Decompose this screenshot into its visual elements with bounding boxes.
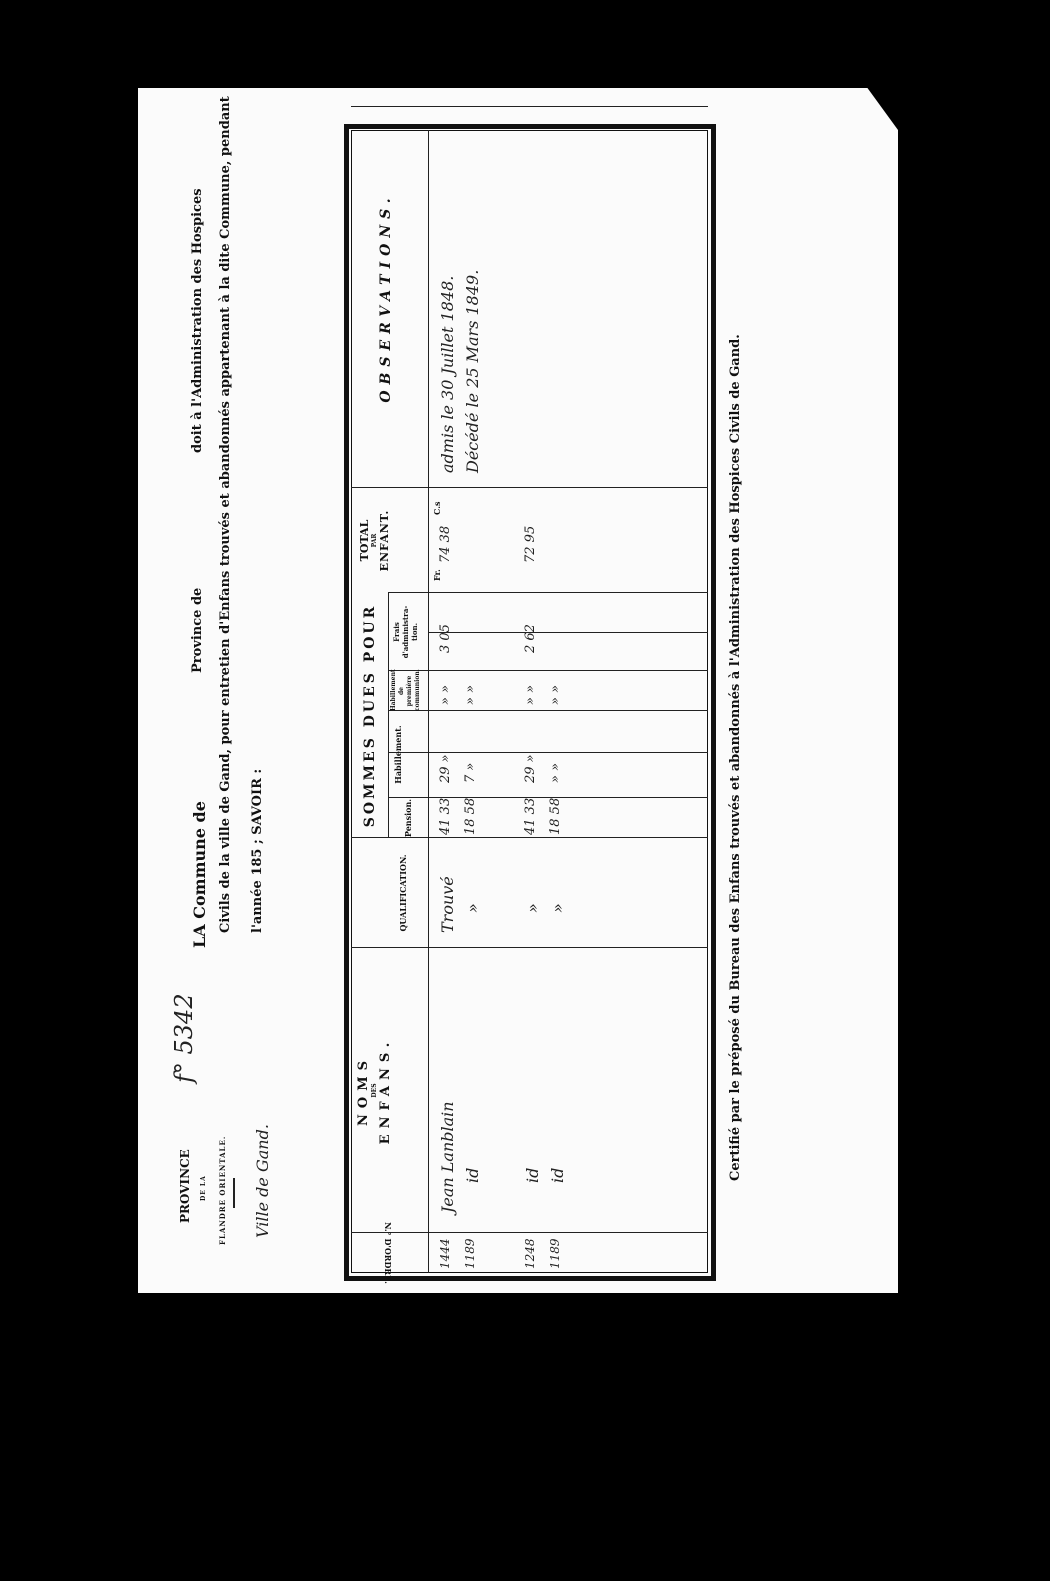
row1-observation: admis le 30 Juillet 1848. — [438, 275, 457, 473]
row3-frais: 2 62 — [523, 624, 538, 653]
row4-nom: id — [548, 1167, 567, 1183]
col-header-observations: OBSERVATIONS. — [378, 192, 394, 403]
row3-pension: 41 33 — [523, 797, 538, 835]
ville-label: Ville de Gand. — [253, 1124, 272, 1238]
col-header-qualification: QUALIFICATION. — [398, 854, 408, 932]
row1-frais: 3 05 — [438, 624, 453, 653]
row2-habillement: 7 » — [463, 762, 478, 783]
row1-communion: » » — [438, 684, 453, 705]
row2-nom: id — [463, 1167, 482, 1183]
col-header-fr: Fr. — [432, 569, 442, 581]
rotated-form — [138, 88, 898, 1293]
row4-habillement: » » — [548, 762, 563, 783]
row4-communion: » » — [548, 684, 563, 705]
row4-qualification: » — [548, 903, 567, 913]
row3-nom: id — [523, 1167, 542, 1183]
intro-province: Province de — [190, 587, 205, 673]
row2-communion: » » — [463, 684, 478, 705]
col-header-sommes: SOMMES DUES POUR — [362, 603, 378, 828]
document-page — [138, 88, 898, 1293]
intro-line2: Civils de la ville de Gand, pour entretien d'Enfans trouvés et abandonnés appartenant à la dite Commune, pendant — [218, 96, 233, 933]
col-header-noms: NOMS DES ENFANS. — [356, 1036, 393, 1145]
col-header-pension: Pension. — [403, 798, 413, 838]
row2-observation: Décédé le 25 Mars 1849. — [463, 269, 482, 473]
torn-corner — [866, 86, 898, 130]
row1-habillement: 29 » — [438, 754, 453, 783]
folio-number: f° 5342 — [170, 993, 198, 1083]
col-header-ordre: N.° D'ORDRE. — [383, 1222, 393, 1284]
row3-qualification: » — [523, 903, 542, 913]
intro-commune: LA Commune de — [190, 801, 209, 948]
row2-qualification: » — [463, 903, 482, 913]
row3-total: 72 95 — [523, 525, 538, 563]
province-label: PROVINCE — [178, 1149, 192, 1223]
row1-ordre: 1444 — [438, 1238, 452, 1269]
row1-qualification: Trouvé — [438, 876, 457, 933]
row3-habillement: 29 » — [523, 754, 538, 783]
col-header-communion: Habillement de première communion. — [390, 669, 421, 711]
row4-pension: 18 58 — [548, 797, 563, 835]
row4-ordre: 1189 — [548, 1238, 562, 1269]
row1-nom: Jean Lanblain — [438, 1101, 457, 1213]
de-la-label: DE LA — [200, 1175, 207, 1201]
row1-total: 74 38 — [438, 525, 453, 563]
certification-footer: Certifié par le préposé du Bureau des Enfans trouvés et abandonnés à l'Administration des Hospices Civils de Gand. — [728, 334, 743, 1181]
flandre-label: FLANDRE ORIENTALE. — [218, 1135, 227, 1245]
col-header-frais: Frais d'administra- tion. — [392, 605, 419, 659]
row3-communion: » » — [523, 684, 538, 705]
col-header-total: TOTAL PAR ENFANT. — [358, 509, 391, 572]
row2-ordre: 1189 — [463, 1238, 477, 1269]
row2-pension: 18 58 — [463, 797, 478, 835]
row1-pension: 41 33 — [438, 797, 453, 835]
row3-ordre: 1248 — [523, 1238, 537, 1269]
intro-line3: l'année 185 ; SAVOIR : — [250, 768, 265, 933]
col-header-c: C.s — [432, 501, 442, 515]
intro-doit: doit à l'Administration des Hospices — [190, 188, 205, 453]
header-rule — [233, 1178, 235, 1208]
col-header-habillement: Habillement. — [393, 725, 403, 784]
